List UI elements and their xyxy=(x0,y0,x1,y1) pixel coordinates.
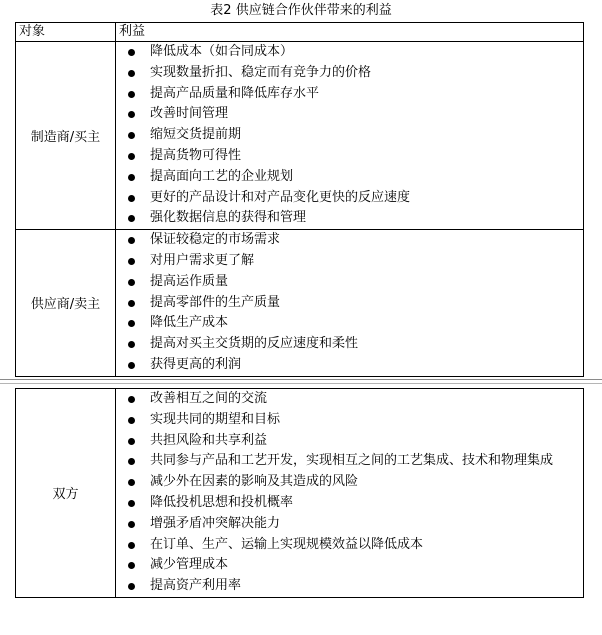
benefit-text: 改善相互之间的交流 xyxy=(150,391,268,406)
benefit-text: 提高运作质量 xyxy=(150,273,229,289)
benefit-item xyxy=(116,493,583,514)
bullet-icon xyxy=(128,153,135,160)
bullet-icon xyxy=(128,174,135,181)
bullet-icon xyxy=(128,458,135,465)
bullet-icon xyxy=(128,49,135,56)
object-cell-both: 双方 xyxy=(16,389,116,598)
benefit-text: 减少管理成本 xyxy=(150,557,229,573)
header-object: 对象 xyxy=(16,23,116,42)
benefits-table-top xyxy=(15,22,584,377)
break-line xyxy=(0,379,602,380)
benefit-text: 提高对买主交货期的反应速度和柔性 xyxy=(150,336,359,352)
benefit-text: 提高面向工艺的企业规划 xyxy=(150,168,294,184)
object-cell-supplier: 供应商/卖主 xyxy=(16,230,116,377)
benefit-item xyxy=(116,84,583,105)
benefit-text: 在订单、生产、运输上实现规模效益以降低成本 xyxy=(150,536,424,552)
bullet-icon xyxy=(128,132,135,139)
benefit-text: 降低生产成本 xyxy=(150,315,229,331)
benefit-text: 降低投机思想和投机概率 xyxy=(150,494,294,510)
benefit-item xyxy=(116,355,583,376)
benefit-text: 提高资产利用率 xyxy=(150,578,242,594)
benefit-item xyxy=(116,188,583,209)
benefit-text: 降低成本（如合同成本） xyxy=(150,44,294,59)
benefit-cell-supplier xyxy=(116,230,584,377)
bullet-icon xyxy=(128,195,135,202)
bullet-icon xyxy=(128,91,135,98)
benefit-item xyxy=(116,334,583,355)
bullet-icon xyxy=(128,279,135,286)
bullet-icon xyxy=(128,562,135,569)
benefit-item xyxy=(116,389,583,410)
bullet-icon xyxy=(128,479,135,486)
benefit-text: 获得更高的利润 xyxy=(150,356,242,372)
benefit-text: 共同参与产品和工艺开发，实现相互之间的工艺集成、技术和物理集成 xyxy=(150,453,554,469)
benefit-item xyxy=(116,208,583,229)
benefits-table-bottom xyxy=(15,388,584,598)
bullet-icon xyxy=(128,237,135,244)
benefit-text: 保证较稳定的市场需求 xyxy=(150,232,281,248)
bullet-icon xyxy=(128,258,135,265)
benefit-item xyxy=(116,63,583,84)
benefit-text: 实现共同的期望和目标 xyxy=(150,411,281,427)
bullet-icon xyxy=(128,300,135,307)
benefit-item xyxy=(116,313,583,334)
page-break-divider xyxy=(0,377,602,388)
benefit-text: 对用户需求更了解 xyxy=(150,252,255,268)
table-row-supplier xyxy=(16,230,584,377)
benefit-item xyxy=(116,167,583,188)
benefit-text: 缩短交货提前期 xyxy=(150,127,242,143)
bullet-icon xyxy=(128,70,135,77)
benefit-text: 减少外在因素的影响及其造成的风险 xyxy=(150,474,359,490)
benefit-text: 提高货物可得性 xyxy=(150,147,242,163)
object-cell-manufacturer: 制造商/买主 xyxy=(16,42,116,230)
benefit-item xyxy=(116,272,583,293)
benefit-cell-both xyxy=(116,389,584,598)
bullet-icon xyxy=(128,417,135,424)
bullet-icon xyxy=(128,362,135,369)
benefit-item xyxy=(116,472,583,493)
bullet-icon xyxy=(128,341,135,348)
table-caption: 表2 供应链合作伙伴带来的利益 xyxy=(210,3,392,18)
benefit-item xyxy=(116,251,583,272)
bullet-icon xyxy=(128,583,135,590)
bullet-icon xyxy=(128,111,135,118)
benefit-item xyxy=(116,555,583,576)
benefit-item xyxy=(116,230,583,251)
table-row-both xyxy=(16,389,584,598)
bullet-icon xyxy=(128,521,135,528)
benefit-list-supplier xyxy=(116,230,583,376)
benefit-text: 提高零部件的生产质量 xyxy=(150,294,281,310)
benefit-text: 更好的产品设计和对产品变化更快的反应速度 xyxy=(150,189,411,205)
bullet-icon xyxy=(128,396,135,403)
benefit-item xyxy=(116,104,583,125)
benefit-list-manufacturer xyxy=(116,42,583,229)
benefit-item xyxy=(116,42,583,63)
benefit-item xyxy=(116,535,583,556)
benefit-item xyxy=(116,451,583,472)
benefit-list-both xyxy=(116,389,583,597)
bullet-icon xyxy=(128,320,135,327)
benefit-text: 强化数据信息的获得和管理 xyxy=(150,210,307,226)
bullet-icon xyxy=(128,215,135,222)
benefit-item xyxy=(116,410,583,431)
benefit-text: 提高产品质量和降低库存水平 xyxy=(150,85,320,101)
benefit-item xyxy=(116,431,583,452)
benefit-text: 增强矛盾冲突解决能力 xyxy=(150,515,281,531)
benefit-item xyxy=(116,514,583,535)
bullet-icon xyxy=(128,438,135,445)
table-header-row xyxy=(16,23,584,42)
benefit-text: 实现数量折扣、稳定而有竞争力的价格 xyxy=(150,64,372,80)
benefit-item xyxy=(116,576,583,597)
benefit-item xyxy=(116,293,583,314)
benefit-item xyxy=(116,146,583,167)
benefit-text: 改善时间管理 xyxy=(150,106,229,122)
benefit-cell-manufacturer xyxy=(116,42,584,230)
table-row-manufacturer xyxy=(16,42,584,230)
bullet-icon xyxy=(128,500,135,507)
break-line xyxy=(0,383,602,384)
benefit-text: 共担风险和共享利益 xyxy=(150,432,268,448)
bullet-icon xyxy=(128,542,135,549)
header-benefit: 利益 xyxy=(116,23,584,42)
benefit-item xyxy=(116,125,583,146)
